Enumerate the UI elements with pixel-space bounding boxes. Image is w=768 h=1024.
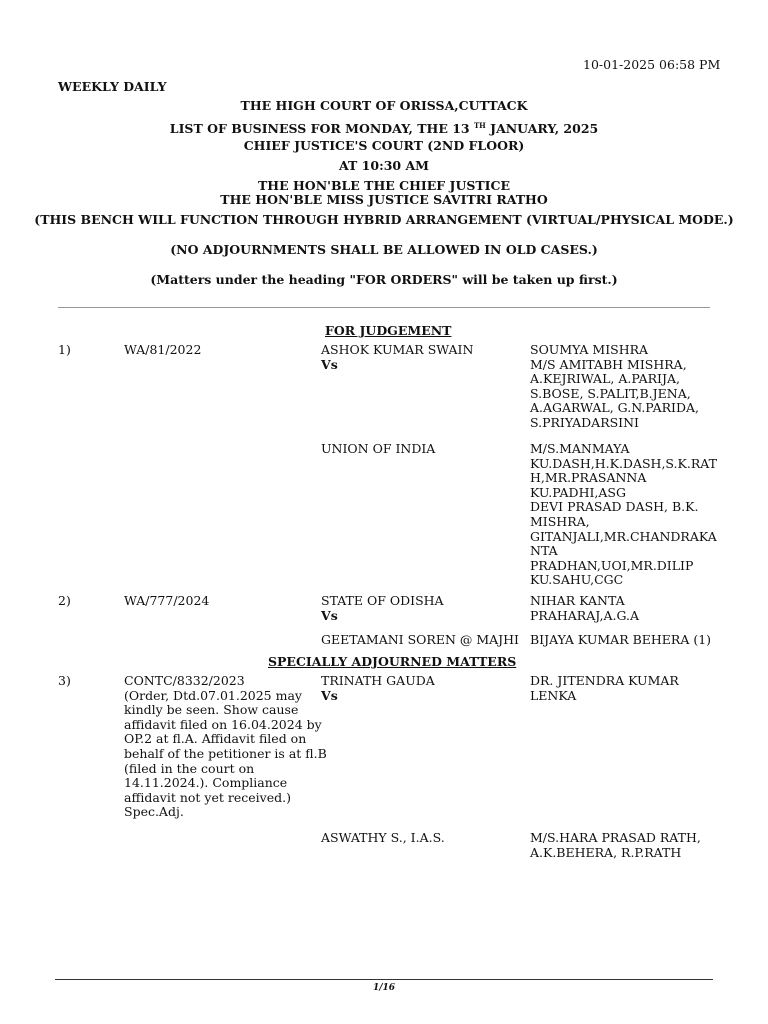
versus-label: Vs [321,608,338,623]
petitioner-counsel: NIHAR KANTA PRAHARAJ,A.G.A [530,593,640,623]
generated-timestamp: 10-01-2025 06:58 PM [583,57,721,72]
respondent-name: ASWATHY S., I.A.S. [321,830,445,845]
petitioner-name: ASHOK KUMAR SWAIN [321,342,474,357]
respondent-counsel: M/S.MANMAYA KU.DASH,H.K.DASH,S.K.RAT H,MR.PRASANNA KU.PADHI,ASG DEVI PRASAD DASH, B.K. MISHRA, GITANJALI,MR.CHANDRAKA NTA PRADHAN,UOI,MR.DILIP KU.SAHU,CGC [530,441,717,588]
case-serial: 1) [58,342,71,357]
adjournment-note: (NO ADJOURNMENTS SHALL BE ALLOWED IN OLD CASES.) [170,242,598,257]
respondent-counsel: M/S.HARA PRASAD RATH, A.K.BEHERA, R.P.RATH [530,830,701,860]
page-number: 1/16 [372,983,396,993]
sitting-time: AT 10:30 AM [339,158,429,173]
respondent-name: GEETAMANI SOREN @ MAJHI [321,632,519,647]
case-number: WA/81/2022 [124,342,202,357]
court-room: CHIEF JUSTICE'S COURT (2ND FLOOR) [243,138,525,153]
court-name: THE HIGH COURT OF ORISSA,CUTTACK [240,98,528,113]
section-heading: SPECIALLY ADJOURNED MATTERS [268,654,517,669]
case-serial: 2) [58,593,71,608]
section-heading: FOR JUDGEMENT [325,323,452,338]
judge-name: THE HON'BLE THE CHIEF JUSTICE [258,178,510,193]
footer-divider [55,979,713,980]
orders-note: (Matters under the heading "FOR ORDERS" will be taken up first.) [150,272,618,287]
versus-label: Vs [321,688,338,703]
business-date: LIST OF BUSINESS FOR MONDAY, THE 13 $^{TH}$ JANUARY, 2025 [169,121,599,136]
petitioner-name: TRINATH GAUDA [321,673,435,688]
petitioner-name: STATE OF ODISHA [321,593,444,608]
case-number: CONTC/8332/2023 (Order, Dtd.07.01.2025 may kindly be seen. Show cause affidavit filed on 16.04.2024 by OP.2 at fl.A. Affidavit filed on behalf of the petitioner is at fl.B (filed in the court on 14.11.2024.). Compliance affidavit not yet received.) Spec.Adj. [124,673,327,820]
petitioner-counsel: SOUMYA MISHRA M/S AMITABH MISHRA, A.KEJRIWAL, A.PARIJA, S.BOSE, S.PALIT,B.JENA, A.AGARWAL, G.N.PARIDA, S.PRIYADARSINI [530,342,699,430]
respondent-name: UNION OF INDIA [321,441,436,456]
versus-label: Vs [321,357,338,372]
case-serial: 3) [58,673,71,688]
case-number: WA/777/2024 [124,593,210,608]
respondent-counsel: BIJAYA KUMAR BEHERA (1) [530,632,712,647]
petitioner-counsel: DR. JITENDRA KUMAR LENKA [530,673,679,703]
judge-name: THE HON'BLE MISS JUSTICE SAVITRI RATHO [220,192,548,207]
list-type: WEEKLY DAILY [58,79,167,94]
bench-note: (THIS BENCH WILL FUNCTION THROUGH HYBRID ARRANGEMENT (VIRTUAL/PHYSICAL MODE.) [34,212,734,227]
header-divider [58,307,710,308]
